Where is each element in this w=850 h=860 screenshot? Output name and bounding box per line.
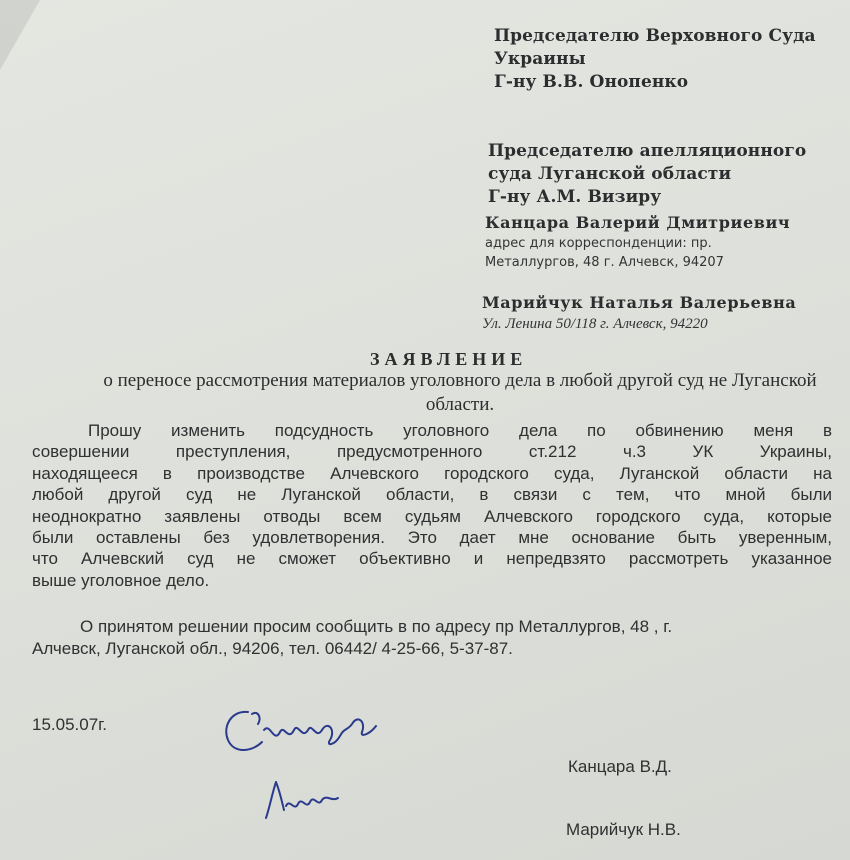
body-line: неоднократно заявлены отводы всем судьям Алчевского городского суда, которые bbox=[32, 506, 832, 526]
document-title: ЗАЯВЛЕНИЕ bbox=[370, 349, 528, 369]
sender-address-line: адрес для корреспонденции: пр. bbox=[485, 236, 712, 251]
addressee-line: Председателю апелляционного bbox=[488, 141, 807, 161]
statement-body bbox=[32, 420, 832, 591]
body-line: любой другой суд не Луганской области, в связи с тем, что мной были bbox=[32, 485, 832, 505]
body-line: находящееся в производстве Алчевского городского суда, Луганской области на bbox=[32, 463, 832, 483]
addressee-line: Украины bbox=[494, 49, 586, 69]
signer-mariychuk: Марийчук Н.В. bbox=[566, 820, 681, 839]
signature-kantsara-icon bbox=[218, 700, 388, 760]
addressee-line: суда Луганской области bbox=[488, 164, 732, 184]
addressee-line: Г-ну В.В. Онопенко bbox=[494, 72, 689, 92]
sender-address-line: Металлургов, 48 г. Алчевск, 94207 bbox=[485, 255, 724, 270]
sender-name: Канцара Валерий Дмитриевич bbox=[485, 213, 791, 232]
sender-name: Марийчук Наталья Валерьевна bbox=[482, 293, 797, 312]
document-subtitle: о переносе рассмотрения материалов уголовного дела в любой другой суд не Луганской области. bbox=[103, 370, 817, 415]
addressee-appeal-court bbox=[488, 140, 806, 209]
addressee-line: Г-ну А.М. Визиру bbox=[488, 187, 662, 207]
addressee-line: Председателю Верховного Суда bbox=[494, 26, 816, 46]
signature-mariychuk-icon bbox=[262, 776, 352, 826]
body-line: Прошу изменить подсудность уголовного дела по обвинению меня в bbox=[88, 421, 832, 440]
request-line: О принятом решении просим сообщить в по адресу пр Металлургов, 48 , г. bbox=[80, 617, 673, 636]
signer-kantsara: Канцара В.Д. bbox=[568, 757, 672, 776]
body-line: выше уголовное дело. bbox=[32, 570, 210, 590]
sender-address-line: Ул. Ленина 50/118 г. Алчевск, 94220 bbox=[482, 316, 708, 332]
sender-kantsara bbox=[485, 212, 790, 272]
sender-mariychuk bbox=[482, 292, 796, 333]
request-line: Алчевск, Луганской обл., 94206, тел. 06442/ 4-25-66, 5-37-87. bbox=[32, 639, 513, 658]
body-line: совершении преступления, предусмотренного ст.212 ч.3 УК Украины, bbox=[32, 442, 832, 462]
body-line: что Алчевский суд не сможет объективно и непредвзято рассмотреть указанное bbox=[32, 549, 832, 569]
body-line: были оставлены без удовлетворения. Это дает мне основание быть уверенным, bbox=[32, 528, 832, 548]
document-date: 15.05.07г. bbox=[32, 715, 108, 734]
response-request bbox=[32, 616, 832, 660]
addressee-supreme-court bbox=[494, 25, 816, 94]
page-corner-shadow bbox=[0, 0, 40, 70]
